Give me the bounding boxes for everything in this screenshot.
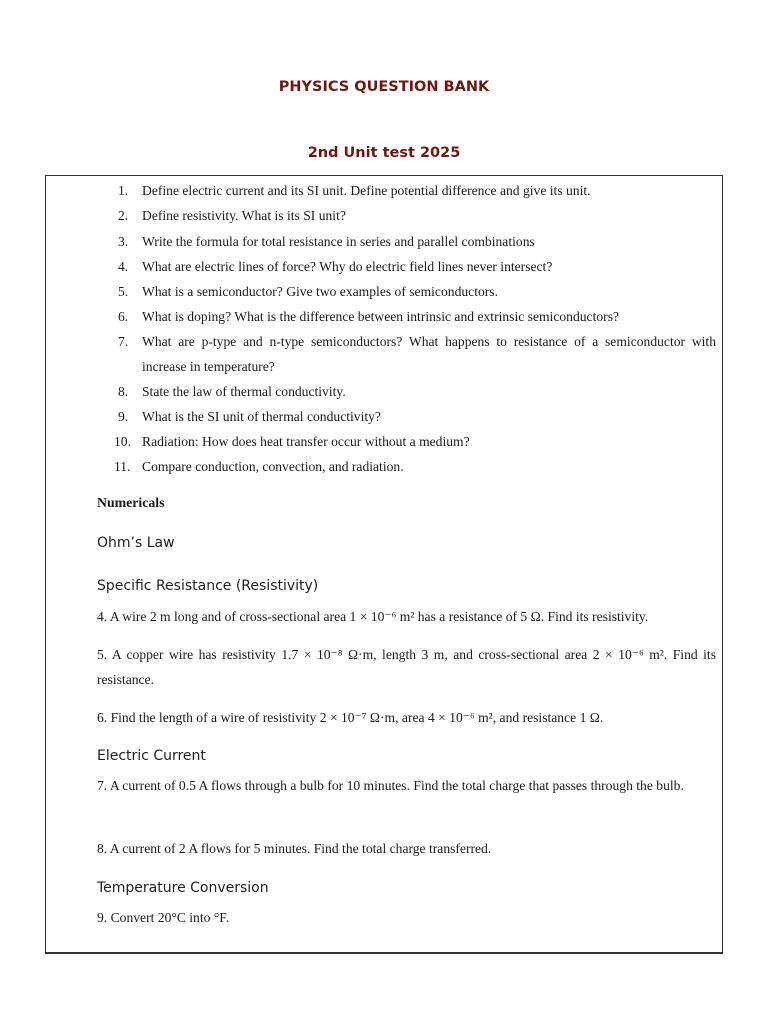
question-number: 10. [114,434,131,449]
question-number: 3. [118,234,129,249]
section-heading-specific-resistance: Specific Resistance (Resistivity) [97,578,319,594]
question-text: What is a semiconductor? Give two examples of semiconductors. [142,284,498,299]
problem-6: 6. Find the length of a wire of resistivity 2 × 10⁻⁷ Ω·m, area 4 × 10⁻⁶ m², and resistance 1 Ω. [97,710,604,725]
question-text: What are p-type and n-type semiconductors? What happens to resistance of a semiconductor with increase in temperature? [142,334,716,374]
question-text: Radiation: How does heat transfer occur without a medium? [142,434,470,449]
problem-8: 8. A current of 2 A flows for 5 minutes. Find the total charge transferred. [97,841,492,856]
page-title: PHYSICS QUESTION BANK [278,79,490,95]
question-number: 9. [118,409,129,424]
question-number: 8. [118,384,129,399]
numericals-heading: Numericals [97,495,165,510]
question-number: 1. [118,183,129,198]
question-text: Define resistivity. What is its SI unit? [142,208,346,223]
problem-5: 5. A copper wire has resistivity 1.7 × 10⁻⁸ Ω·m, length 3 m, and cross-sectional area 2 × 10⁻⁶ m². Find its resistance. [97,647,716,687]
question-number: 6. [118,309,129,324]
question-text: Compare conduction, convection, and radiation. [142,459,404,474]
question-text: What is doping? What is the difference between intrinsic and extrinsic semiconductors? [142,309,620,324]
question-number: 4. [118,259,129,274]
question-text: What are electric lines of force? Why do electric field lines never intersect? [142,259,553,274]
section-heading-ohms-law: Ohm’s Law [97,535,175,551]
problem-7: 7. A current of 0.5 A flows through a bulb for 10 minutes. Find the total charge that passes through the bulb. [97,778,684,793]
section-heading-electric-current: Electric Current [97,748,206,764]
question-number: 5. [118,284,129,299]
problem-9: 9. Convert 20°C into °F. [97,910,230,925]
question-number: 7. [118,334,129,349]
problem-4: 4. A wire 2 m long and of cross-sectional area 1 × 10⁻⁶ m² has a resistance of 5 Ω. Find its resistivity. [97,609,649,624]
question-number: 11. [114,459,131,474]
question-text: Write the formula for total resistance in series and parallel combinations [142,234,535,249]
question-text: Define electric current and its SI unit. Define potential difference and give its unit. [142,183,591,198]
question-number: 2. [118,208,129,223]
question-text: What is the SI unit of thermal conductivity? [142,409,381,424]
page-subtitle: 2nd Unit test 2025 [307,145,461,161]
question-text: State the law of thermal conductivity. [142,384,346,399]
section-heading-temperature-conversion: Temperature Conversion [97,880,269,896]
